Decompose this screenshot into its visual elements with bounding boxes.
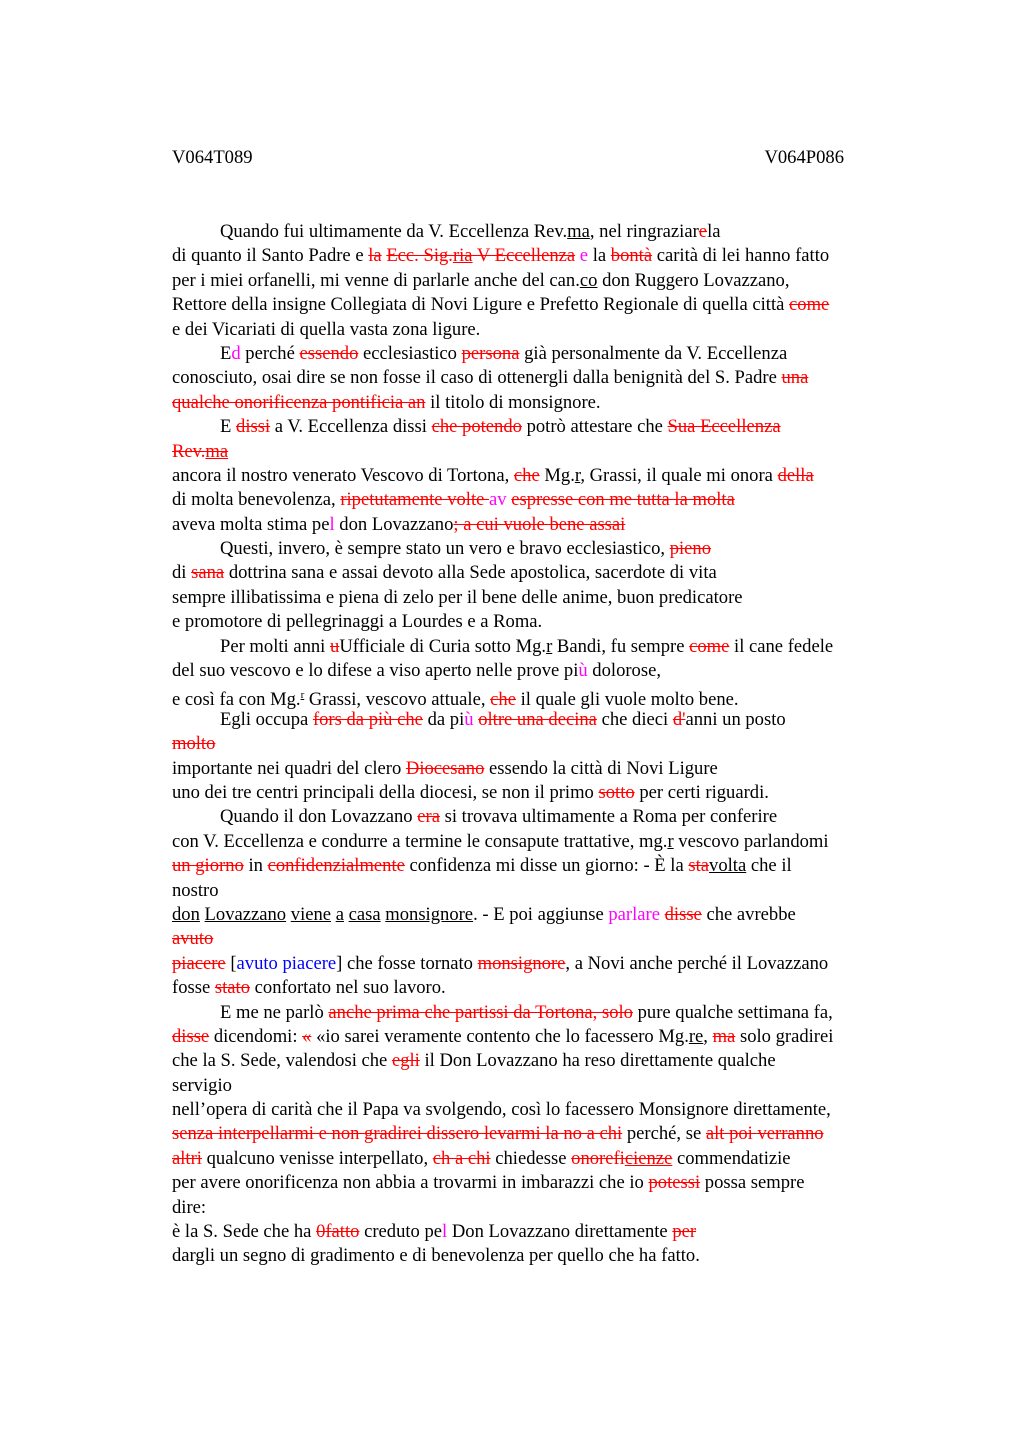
text-span: viene: [290, 903, 332, 925]
deleted-text: persona: [461, 342, 520, 364]
text-line: [172, 1074, 912, 1098]
text-span: sempre illibatissima e piena di zelo per il bene delle anime, buon predicatore: [172, 586, 743, 608]
text-span: è la S. Sede che ha: [172, 1221, 317, 1243]
deleted-text: anche prima che partissi da Tortona, solo: [328, 1001, 633, 1023]
text-span: dargli un segno di gradimento e di benevolenza per quello che ha fatto.: [172, 1245, 700, 1267]
document-code-right: V064P086: [764, 147, 844, 168]
text-line: [172, 683, 912, 711]
deleted-text: sana: [191, 562, 225, 584]
text-span: che la S. Sede, valendosi che: [172, 1050, 392, 1072]
text-line: [172, 269, 912, 293]
text-span: di quanto il Santo Padre e: [172, 245, 369, 267]
text-line: [172, 1122, 912, 1146]
text-span: , nel ringraziar: [589, 221, 699, 242]
text-span: e dei Vicariati di quella vasta zona ligure.: [172, 318, 481, 340]
text-span: da pi: [422, 708, 465, 730]
deleted-text: cienze: [624, 1147, 673, 1169]
deleted-text: fors da più che: [312, 708, 423, 730]
text-line: [172, 342, 912, 366]
deleted-text: Sua Eccellenza: [667, 416, 781, 438]
text-span: volta: [709, 855, 747, 877]
text-line: [172, 976, 912, 1000]
text-span: Egli occupa: [220, 708, 313, 730]
text-span: commendatizie: [672, 1147, 791, 1169]
text-span: di: [172, 562, 192, 584]
inserted-text: av: [489, 489, 507, 511]
text-span: il cane fedele: [729, 635, 834, 657]
text-line: [172, 561, 912, 585]
text-span: perché, se: [622, 1123, 706, 1145]
text-span: la: [588, 245, 611, 267]
inserted-text: ù: [464, 708, 474, 730]
text-span: solo gradirei: [735, 1025, 834, 1047]
document-code-left: V064T089: [172, 147, 253, 168]
text-line: [172, 293, 912, 317]
inserted-text: ù: [578, 660, 588, 682]
text-span: monsignore: [385, 903, 474, 925]
deleted-text: u: [330, 635, 340, 657]
deleted-text: ma: [712, 1025, 736, 1047]
deleted-text: stato: [214, 977, 250, 999]
deleted-text: ; a cui vuole bene assai: [453, 513, 626, 535]
deleted-text: onorefi: [571, 1147, 625, 1169]
deleted-text: senza interpellarmi e non gradirei dissero levarmi la no a chi: [172, 1123, 623, 1145]
deleted-text: qualche onorificenza pontificia an: [172, 391, 426, 413]
text-line: [172, 1025, 912, 1049]
text-span: don Lovazzano: [334, 513, 454, 535]
text-span: . - E poi aggiunse: [473, 903, 609, 925]
deleted-text: V Eccellenza: [472, 245, 576, 267]
text-span: [: [225, 952, 237, 974]
deleted-text: sotto: [598, 781, 635, 803]
text-line: [172, 635, 912, 659]
text-line: [172, 830, 912, 854]
text-span: che dieci: [596, 708, 673, 730]
text-line: [172, 1049, 912, 1073]
text-span: il quale gli vuole molto bene.: [515, 689, 739, 711]
text-span: ,: [703, 1025, 713, 1047]
deleted-text: un giorno: [172, 855, 244, 877]
text-line: [172, 537, 912, 561]
text-span: re: [688, 1025, 704, 1047]
text-span: ] che fosse tornato: [336, 952, 478, 974]
text-span: per certi riguardi.: [634, 781, 769, 803]
text-span: nell’opera di carità che il Papa va svolgendo, così lo facessero Monsignore direttamente,: [172, 1099, 831, 1121]
text-span: don Ruggero Lovazzano,: [597, 269, 790, 291]
text-span: servigio: [172, 1074, 232, 1096]
text-span: don: [172, 903, 200, 925]
text-line: [172, 366, 912, 390]
text-span: E: [220, 416, 237, 438]
text-span: il Don Lovazzano ha reso direttamente qualche: [419, 1050, 776, 1072]
text-line: [172, 952, 912, 976]
text-span: Mg.: [539, 464, 575, 486]
deleted-text: dissi: [236, 416, 271, 438]
deleted-text: 0fatto: [316, 1221, 360, 1243]
text-span: dire:: [172, 1196, 207, 1218]
text-span: E: [220, 342, 232, 364]
text-line: [172, 903, 912, 927]
text-span: potrò attestare che: [521, 416, 668, 438]
text-span: a V. Eccellenza dissi: [270, 416, 432, 438]
text-line: [172, 391, 912, 415]
inserted-text: e: [579, 245, 589, 267]
text-line: [172, 415, 912, 439]
deleted-text: altri: [172, 1147, 202, 1169]
text-span: fosse: [172, 977, 215, 999]
inserted-text: parlare: [608, 903, 660, 925]
text-span: ancora il nostro venerato Vescovo di Tortona,: [172, 464, 514, 486]
deleted-text: sta: [688, 855, 710, 877]
inserted-text: l: [442, 1221, 448, 1243]
text-span: r: [574, 464, 581, 486]
deleted-text: pieno: [669, 538, 712, 560]
deleted-text: disse: [172, 1025, 210, 1047]
deleted-text: bontà: [610, 245, 653, 267]
deleted-text: Rev.: [172, 440, 206, 462]
text-span: che il: [746, 855, 792, 877]
text-span: Quando il don Lovazzano: [220, 806, 418, 828]
text-span: conosciuto, osai dire se non fosse il caso di ottenergli dalla benignità del S. Padre: [172, 367, 782, 389]
text-span: si trovava ultimamente a Roma per conferire: [439, 806, 778, 828]
text-span: qualcuno venisse interpellato,: [201, 1147, 433, 1169]
text-line: [172, 854, 912, 878]
deleted-text: alt poi verranno: [705, 1123, 824, 1145]
text-line: [172, 927, 912, 951]
deleted-text: che: [490, 689, 516, 711]
text-span: aveva molta stima pe: [172, 513, 330, 535]
text-line: [172, 586, 912, 610]
text-span: e così fa con Mg.: [172, 689, 301, 711]
text-line: [172, 708, 912, 732]
deleted-text: avuto: [172, 928, 214, 950]
text-line: [172, 879, 912, 903]
text-span: perché: [240, 342, 300, 364]
deleted-text: piacere: [172, 952, 226, 974]
deleted-text: e: [698, 221, 708, 242]
text-span: per avere onorificenza non abbia a trovarmi in imbarazzi che io: [172, 1172, 649, 1194]
text-span: uno dei tre centri principali della diocesi, se non il primo: [172, 781, 599, 803]
text-line: [172, 805, 912, 829]
text-span: Don Lovazzano direttamente: [447, 1221, 673, 1243]
text-span: Lovazzano: [204, 903, 287, 925]
inserted-text: d: [231, 342, 241, 364]
text-span: in: [243, 855, 268, 877]
text-span: pure qualche settimana fa,: [632, 1001, 833, 1023]
text-line: [172, 488, 912, 512]
text-span: carità di lei hanno fatto: [652, 245, 830, 267]
deleted-text: la: [368, 245, 382, 267]
text-line: [172, 1001, 912, 1025]
text-span: dolorose,: [587, 660, 661, 682]
text-span: la: [707, 221, 721, 242]
text-span: ecclesiastico: [358, 342, 462, 364]
text-line: [172, 318, 912, 342]
deleted-text: ma: [205, 440, 229, 462]
text-span: E me ne parlò: [220, 1001, 329, 1023]
text-line: [172, 757, 912, 781]
text-line: [172, 1196, 912, 1220]
text-span: il titolo di monsignore.: [425, 391, 601, 413]
deleted-text: «: [302, 1025, 312, 1047]
deleted-text: della: [777, 464, 814, 486]
text-span: di molta benevolenza,: [172, 489, 341, 511]
text-span: Ufficiale di Curia sotto Mg.: [339, 635, 547, 657]
text-span: , Grassi, il quale mi onora: [580, 464, 778, 486]
text-span: Grassi, vescovo attuale,: [304, 689, 491, 711]
page-header: [172, 147, 844, 171]
text-span: Bandi, fu sempre: [552, 635, 690, 657]
text-span: con V. Eccellenza e condurre a termine le consapute trattative, mg.: [172, 830, 668, 852]
deleted-text: oltre una decina: [478, 708, 597, 730]
text-line: [172, 610, 912, 634]
text-line: [172, 440, 912, 464]
text-span: del suo vescovo e lo difese a viso aperto nelle prove pi: [172, 660, 579, 682]
text-line: [172, 1171, 912, 1195]
deleted-text: monsignore: [477, 952, 566, 974]
text-span: confortato nel suo lavoro.: [250, 977, 446, 999]
superscript-text: r: [300, 689, 305, 702]
text-span: essendo la città di Novi Ligure: [484, 757, 718, 779]
text-span: già personalmente da V. Eccellenza: [519, 342, 788, 364]
deleted-text: era: [417, 806, 440, 828]
deleted-text: potessi: [648, 1172, 701, 1194]
text-span: chiedesse: [490, 1147, 572, 1169]
deleted-text: Diocesano: [405, 757, 485, 779]
text-span: creduto pe: [359, 1221, 443, 1243]
text-line: [172, 513, 912, 537]
text-span: Per molti anni: [220, 635, 331, 657]
deleted-text: egli: [391, 1050, 420, 1072]
text-span: possa sempre: [700, 1172, 805, 1194]
deleted-text: disse: [664, 903, 702, 925]
text-span: Questi, invero, è sempre stato un vero e bravo ecclesiastico,: [220, 538, 670, 560]
deleted-text: come: [689, 635, 730, 657]
deleted-text: essendo: [299, 342, 359, 364]
text-span: ma: [567, 221, 590, 242]
text-span: r: [667, 830, 674, 852]
deleted-text: ripetutamente volte: [340, 489, 490, 511]
text-span: confidenza mi disse un giorno: - È la: [404, 855, 689, 877]
deleted-text: ria: [452, 245, 473, 267]
text-span: Quando fui ultimamente da V. Eccellenza Rev.: [220, 221, 568, 242]
text-line: [172, 1244, 912, 1268]
text-span: co: [579, 269, 598, 291]
deleted-text: d': [672, 708, 686, 730]
text-span: casa: [348, 903, 381, 925]
deleted-text: espresse con me tutta la molta: [511, 489, 735, 511]
text-span: importante nei quadri del clero: [172, 757, 406, 779]
text-line: [172, 464, 912, 488]
text-span: «io sarei veramente contento che lo facessero Mg.: [311, 1025, 689, 1047]
text-span: , a Novi anche perché il Lovazzano: [565, 952, 829, 974]
editorial-text: avuto piacere: [236, 952, 337, 974]
letter-body: [172, 220, 912, 1269]
text-span: Rettore della insigne Collegiata di Novi Ligure e Prefetto Regionale di quella città: [172, 294, 790, 316]
deleted-text: come: [789, 294, 830, 316]
deleted-text: che: [513, 464, 540, 486]
text-span: e promotore di pellegrinaggi a Lourdes e a Roma.: [172, 611, 543, 633]
text-span: anni un posto: [685, 708, 786, 730]
text-span: per i miei orfanelli, mi venne di parlarle anche del can.: [172, 269, 580, 291]
deleted-text: ch a chi: [432, 1147, 491, 1169]
deleted-text: confidenzialmente: [267, 855, 405, 877]
text-line: [172, 1147, 912, 1171]
text-span: dicendomi:: [209, 1025, 303, 1047]
text-span: vescovo parlandomi: [673, 830, 829, 852]
text-line: [172, 659, 912, 683]
text-span: che avrebbe: [701, 903, 796, 925]
text-line: [172, 220, 912, 244]
text-line: [172, 1098, 912, 1122]
text-line: [172, 1220, 912, 1244]
text-line: [172, 781, 912, 805]
inserted-text: l: [329, 513, 335, 535]
deleted-text: che potendo: [431, 416, 522, 438]
text-line: [172, 732, 912, 756]
text-span: a: [335, 903, 344, 925]
deleted-text: una: [781, 367, 809, 389]
text-line: [172, 244, 912, 268]
deleted-text: per: [672, 1221, 697, 1243]
deleted-text: molto: [172, 733, 216, 755]
text-span: r: [546, 635, 553, 657]
deleted-text: Ecc. Sig.: [386, 245, 453, 267]
text-span: dottrina sana e assai devoto alla Sede apostolica, sacerdote di vita: [224, 562, 717, 584]
text-span: nostro: [172, 879, 219, 901]
